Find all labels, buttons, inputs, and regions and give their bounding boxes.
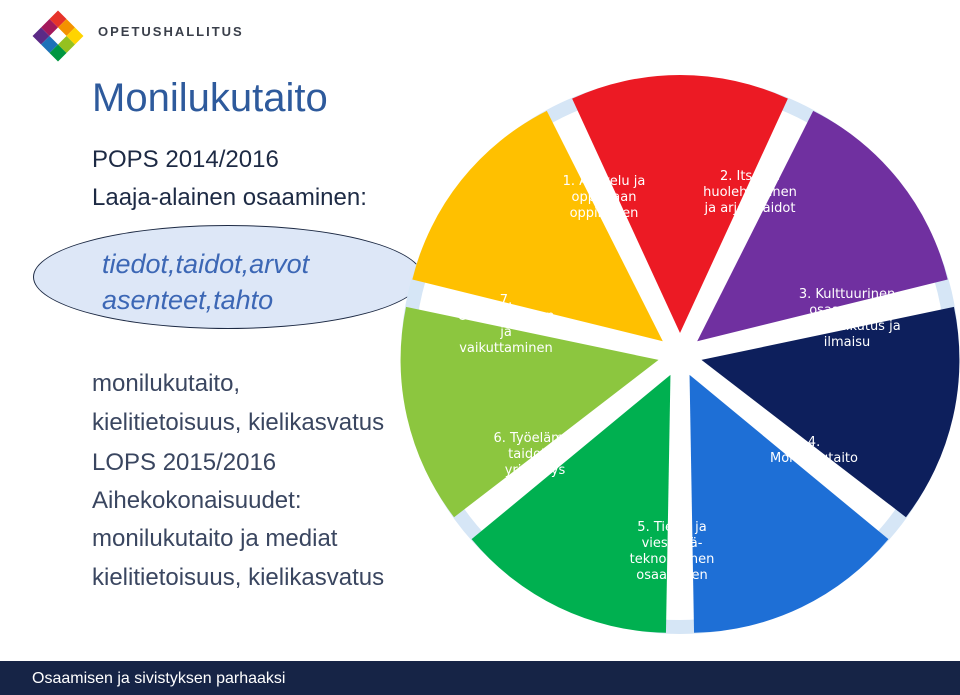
aihekokonaisuudet-label: Aihekokonaisuudet: bbox=[92, 487, 302, 514]
mediat-text: monilukutaito ja mediat bbox=[92, 525, 338, 552]
lops-label: LOPS 2015/2016 bbox=[92, 449, 277, 476]
wheel-label-tieto-viestinta: 5. Tieto- ja viestintä-teknologinen osaaminen bbox=[629, 520, 715, 583]
wheel-label-ajattelu: 1. Ajattelu ja oppimaan oppiminen bbox=[562, 174, 646, 221]
org-name: OPETUSHALLITUS bbox=[98, 24, 244, 39]
wheel-label-kulttuurinen-osaaminen: 3. Kulttuurinen osaaminen, vuorovaikutus ja ilmaisu bbox=[793, 287, 901, 350]
ellipse-text-2: asenteet,tahto bbox=[102, 285, 274, 315]
wheel-label-tyoelama: 6. Työelämä-taidot ja yrittäjyys bbox=[493, 431, 577, 478]
laaja-alainen-label: Laaja-alainen osaaminen: bbox=[92, 184, 367, 211]
kielitietoisuus-text-2: kielitietoisuus, kielikasvatus bbox=[92, 564, 385, 591]
monilukutaito-text: monilukutaito, bbox=[92, 370, 241, 397]
wheel-label-monilukutaito: 4. Monilukutaito bbox=[770, 435, 858, 466]
ellipse-text-1: tiedot,taidot,arvot bbox=[102, 249, 310, 279]
wheel-label-osallistuminen: 7. Osallistuminen ja vaikuttaminen bbox=[457, 293, 555, 356]
pops-label: POPS 2014/2016 bbox=[92, 146, 279, 173]
kielitietoisuus-text-1: kielitietoisuus, kielikasvatus bbox=[92, 409, 385, 436]
page-title: Monilukutaito bbox=[92, 76, 328, 120]
wheel-label-itsesta-huolehtiminen: 2. Itsestä huolehtiminen ja arjen taidot bbox=[703, 169, 797, 216]
footer-text: Osaamisen ja sivistyksen parhaaksi bbox=[32, 670, 286, 687]
